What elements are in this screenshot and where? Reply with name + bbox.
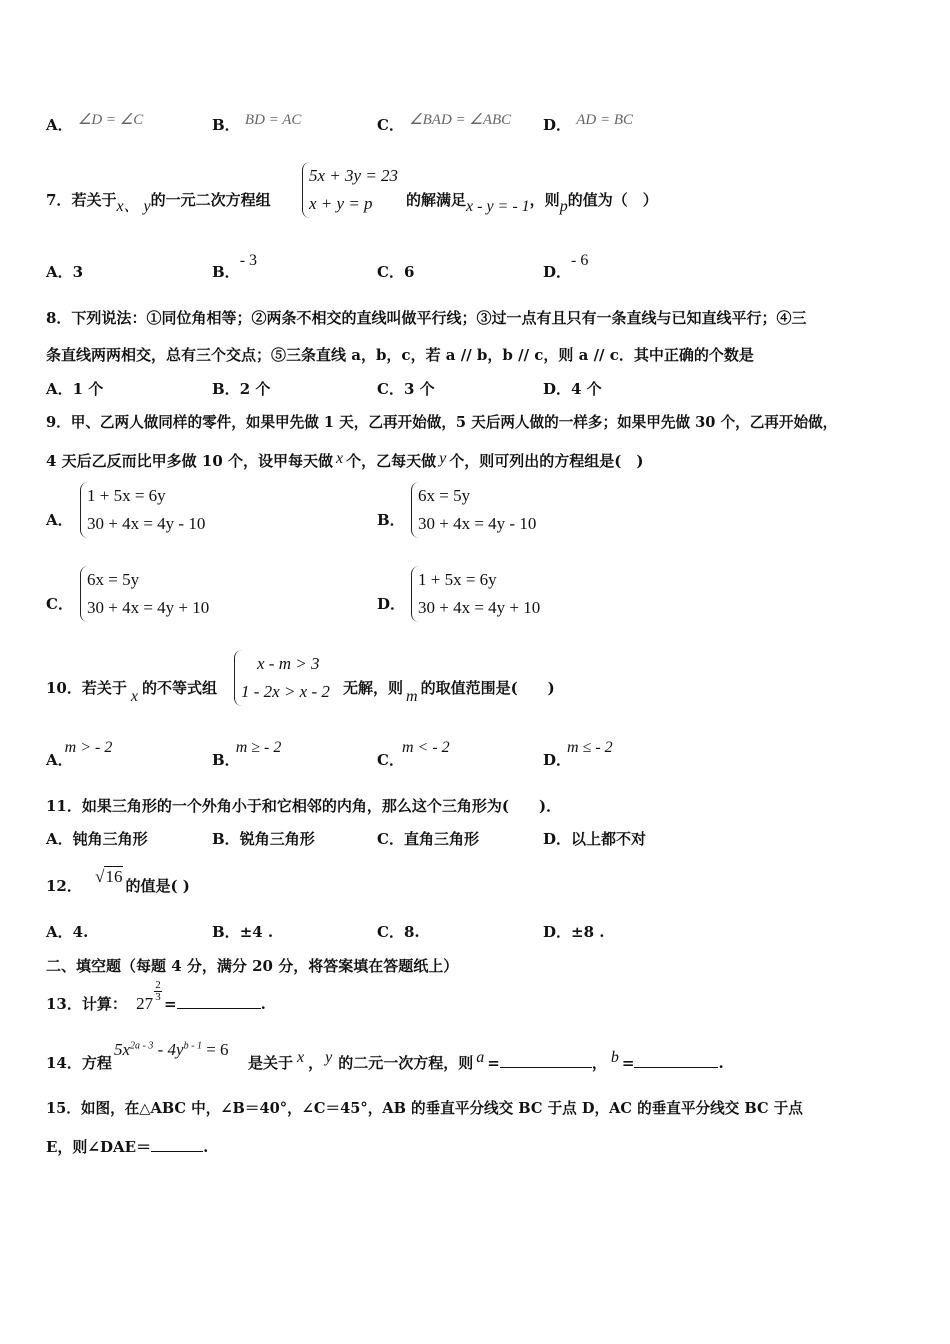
section-2-heading: 二、填空题（每题 4 分，满分 20 分，将答案填在答题纸上） xyxy=(46,957,459,975)
q9-option-c-letter: C． xyxy=(46,595,73,613)
q9-option-a-system: 1 + 5x = 6y 30 + 4x = 4y - 10 xyxy=(80,482,205,538)
q12-option-a: A．4. xyxy=(46,923,89,941)
q10-option-c: C．m < - 2 xyxy=(377,739,450,769)
q6-option-a xyxy=(46,112,144,136)
option-letter: D． xyxy=(543,116,572,134)
option-letter: B． xyxy=(212,116,240,134)
q14-stem: 是关于 x ， y 的二元一次方程，则 a = ， b = . xyxy=(248,1049,724,1072)
answer-blank-b[interactable] xyxy=(634,1053,718,1068)
q9-option-d-system: 1 + 5x = 6y 30 + 4x = 4y + 10 xyxy=(411,566,540,622)
q9-line2: 4 天后乙反而比甲多做 10 个，设甲每天做 x 个，乙每天做 y 个，则可列出的方程组是( ) xyxy=(46,450,644,470)
q7-condition: x - y = - 1 xyxy=(466,198,530,215)
q6-option-c xyxy=(377,112,512,136)
q10-option-d: D．m ≤ - 2 xyxy=(543,739,613,769)
q9-option-b-letter: B． xyxy=(377,511,405,529)
q8-line2: 条直线两两相交，总有三个交点；⑤三条直线 a，b，c，若 a // b，b // c，则 a // c．其中正确的个数是 xyxy=(46,346,754,364)
q7-eq2: x + y = p xyxy=(309,194,373,213)
q15-line1: 15．如图，在△ABC 中，∠B＝40°，∠C＝45°，AB 的垂直平分线交 BC 于点 D，AC 的垂直平分线交 BC 于点 xyxy=(46,1100,803,1117)
q8-option-a: A．1 个 xyxy=(46,380,104,398)
q10-stem-start: 10．若关于 x 的不等式组 xyxy=(46,679,218,705)
q13-exponent: 2 3 xyxy=(155,979,161,1003)
q11-option-d: D．以上都不对 xyxy=(543,830,647,848)
q10-inequality-system: x - m > 3 1 - 2x > x - 2 xyxy=(234,650,330,706)
q10-option-b: B．m ≥ - 2 xyxy=(212,739,282,769)
q9-option-a-letter: A． xyxy=(46,511,73,529)
option-expr: BD = AC xyxy=(244,112,302,128)
q6-option-b xyxy=(212,112,302,136)
q7-stem-end: 的解满足x - y = - 1，则p的值为（ ） xyxy=(406,191,658,215)
q7-p: p xyxy=(559,198,568,215)
answer-blank[interactable] xyxy=(177,994,261,1009)
q7-option-d: D．- 6 xyxy=(543,252,589,281)
q10-stem-end: 无解，则 m 的取值范围是( ) xyxy=(343,679,555,705)
option-expr: AD = BC xyxy=(576,112,634,128)
option-expr: ∠D = ∠C xyxy=(77,112,144,128)
q14-equation: $5x^{2a - 3} - 4y^{b - 1} = 6$ xyxy=(114,1040,229,1059)
q9-option-c-system: 6x = 5y 30 + 4x = 4y + 10 xyxy=(80,566,209,622)
q7-option-a: A．3 xyxy=(46,263,84,281)
q15-line2: E，则∠DAE＝ . xyxy=(46,1138,209,1156)
q12-option-d: D．±8 . xyxy=(543,923,605,941)
q8-option-c: C．3 个 xyxy=(377,380,435,398)
q8-option-d: D．4 个 xyxy=(543,380,602,398)
option-expr: ∠BAD = ∠ABC xyxy=(409,112,512,128)
q9-option-d-letter: D． xyxy=(377,595,406,613)
answer-blank[interactable] xyxy=(151,1137,203,1152)
q7-vars: x、 y xyxy=(116,198,151,215)
answer-blank-a[interactable] xyxy=(500,1053,592,1068)
q7-option-c: C．6 xyxy=(377,263,415,281)
q12-option-b: B．±4 . xyxy=(212,923,274,941)
q7-option-b: B．- 3 xyxy=(212,252,258,281)
q13-base: 27 xyxy=(136,994,154,1013)
q9-option-b-system: 6x = 5y 30 + 4x = 4y - 10 xyxy=(411,482,536,538)
q11-stem: 11．如果三角形的一个外角小于和它相邻的内角，那么这个三角形为( )． xyxy=(46,797,562,815)
q12-stem: 12． √16 的值是( ) xyxy=(46,867,190,895)
q7-equation-system xyxy=(302,162,398,218)
sqrt-expression: √16 xyxy=(95,867,123,886)
q12-option-c: C．8. xyxy=(377,923,420,941)
q11-option-a: A．钝角三角形 xyxy=(46,830,148,848)
q8-line1: 8．下列说法：①同位角相等；②两条不相交的直线叫做平行线；③过一点有且只有一条直线与已知直线平行；④三 xyxy=(46,309,807,327)
option-letter: A． xyxy=(46,116,73,134)
q10-option-a: A．m > - 2 xyxy=(46,739,113,769)
q8-option-b: B．2 个 xyxy=(212,380,271,398)
q13-answer: = . xyxy=(164,995,266,1013)
option-letter: C． xyxy=(377,116,404,134)
q7-eq1: 5x + 3y = 23 xyxy=(309,166,399,185)
q7-stem-start: 7．若关于x、 y的一元二次方程组 xyxy=(46,191,271,215)
q14-label: 14．方程 xyxy=(46,1054,112,1072)
q11-option-b: B．锐角三角形 xyxy=(212,830,315,848)
q13-stem: 13．计算： 27 xyxy=(46,994,154,1013)
q11-option-c: C．直角三角形 xyxy=(377,830,479,848)
q6-option-d xyxy=(543,112,634,136)
q9-line1: 9．甲、乙两人做同样的零件，如果甲先做 1 天，乙再开始做，5 天后两人做的一样多；如果甲先做 30 个，乙再开始做， xyxy=(46,414,838,431)
